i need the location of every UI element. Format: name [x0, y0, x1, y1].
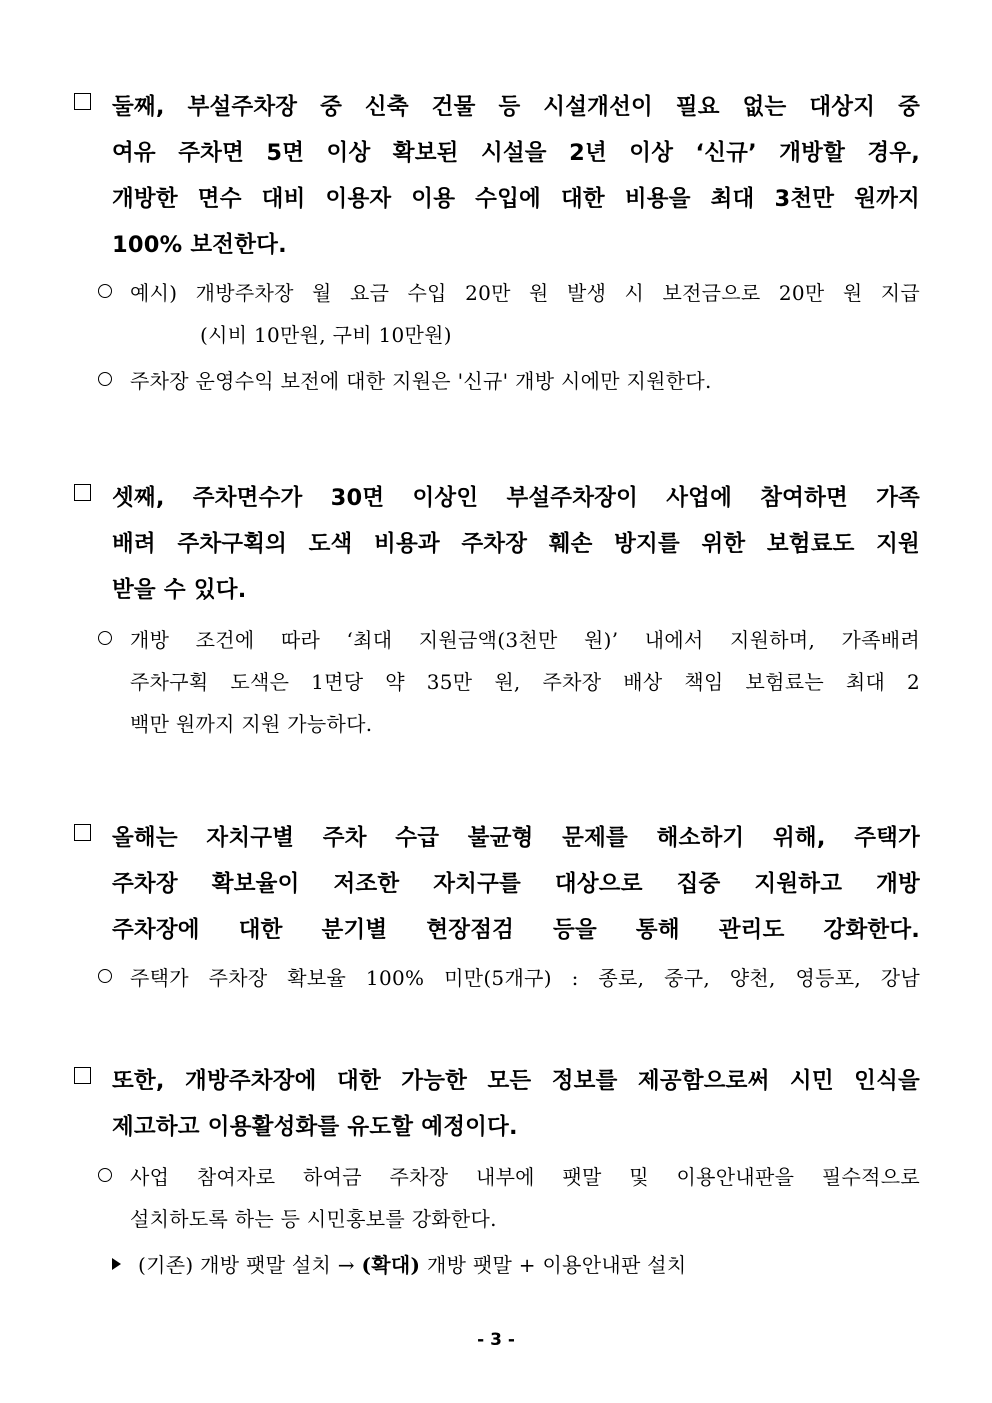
sub-item	[74, 957, 920, 999]
heading-line: 배려 주차구획의 도색 비용과 주차장 훼손 방지를 위한 보험료도 지원	[112, 531, 920, 557]
sub-line: 예시) 개방주차장 월 요금 수입 20만 원 발생 시 보전금으로 20만 원 지급	[130, 281, 920, 305]
circle-bullet-icon	[98, 631, 112, 645]
section-4-heading	[74, 1058, 920, 1150]
heading-line: 받을 수 있다.	[112, 577, 247, 603]
circle-bullet-icon	[98, 372, 112, 386]
heading-line: 셋째, 주차면수가 30면 이상인 부설주차장이 사업에 참여하면 가족	[112, 485, 920, 511]
heading-line: 또한, 개방주차장에 대한 가능한 모든 정보를 제공함으로써 시민 인식을	[112, 1068, 920, 1094]
sub-line: 백만 원까지 지원 가능하다.	[130, 712, 373, 736]
sub-item	[74, 360, 920, 402]
sub-line: 설치하도록 하는 등 시민홍보를 강화한다.	[130, 1207, 497, 1231]
section-1	[74, 84, 920, 402]
section-2-heading	[74, 475, 920, 613]
heading-line: 올해는 자치구별 주차 수급 불균형 문제를 해소하기 위해, 주택가	[112, 825, 920, 851]
section-2	[74, 475, 920, 745]
sub-line	[138, 1244, 920, 1286]
checkbox-square-icon	[74, 484, 91, 501]
circle-bullet-icon	[98, 969, 112, 983]
sub-line: (시비 10만원, 구비 10만원)	[200, 323, 452, 347]
sub-item	[74, 1156, 920, 1240]
sub-line: 주차장 운영수익 보전에 대한 지원은 '신규' 개방 시에만 지원한다.	[130, 369, 712, 393]
triangle-right-icon	[112, 1258, 121, 1270]
sub-item	[74, 619, 920, 745]
circle-bullet-icon	[98, 1168, 112, 1182]
sub-line: 사업 참여자로 하여금 주차장 내부에 팻말 및 이용안내판을 필수적으로	[130, 1165, 920, 1189]
section-3	[74, 815, 920, 999]
section-1-heading	[74, 84, 920, 268]
heading-line: 개방한 면수 대비 이용자 이용 수입에 대한 비용을 최대 3천만 원까지	[112, 186, 920, 212]
circle-bullet-icon	[98, 284, 112, 298]
heading-line: 주차장에 대한 분기별 현장점검 등을 통해 관리도 강화한다.	[112, 917, 920, 943]
sub-item	[74, 272, 920, 356]
heading-line: 100% 보전한다.	[112, 232, 287, 258]
section-3-heading	[74, 815, 920, 953]
page-number: - 3 -	[477, 1330, 515, 1350]
section-4	[74, 1058, 920, 1286]
heading-line: 제고하고 이용활성화를 유도할 예정이다.	[112, 1114, 518, 1140]
sub-line: 주택가 주차장 확보율 100% 미만(5개구) : 종로, 중구, 양천, 영등포, 강남	[130, 966, 920, 990]
checkbox-square-icon	[74, 824, 91, 841]
heading-line: 주차장 확보율이 저조한 자치구를 대상으로 집중 지원하고 개방	[112, 871, 920, 897]
sub-line: 개방 조건에 따라 ‘최대 지원금액(3천만 원)’ 내에서 지원하며, 가족배려	[130, 628, 920, 652]
checkbox-square-icon	[74, 1067, 91, 1084]
arrow-item	[74, 1244, 920, 1286]
checkbox-square-icon	[74, 93, 91, 110]
sub-line: 주차구획 도색은 1면당 약 35만 원, 주차장 배상 책임 보험료는 최대 2	[130, 670, 920, 694]
arrow-suffix: 개방 팻말 + 이용안내판 설치	[420, 1253, 687, 1277]
arrow-prefix: (기존) 개방 팻말 설치 →	[138, 1253, 362, 1277]
heading-line: 여유 주차면 5면 이상 확보된 시설을 2년 이상 ‘신규’ 개방할 경우,	[112, 140, 920, 166]
heading-line: 둘째, 부설주차장 중 신축 건물 등 시설개선이 필요 없는 대상지 중	[112, 94, 920, 120]
arrow-bold: (확대)	[361, 1253, 421, 1277]
